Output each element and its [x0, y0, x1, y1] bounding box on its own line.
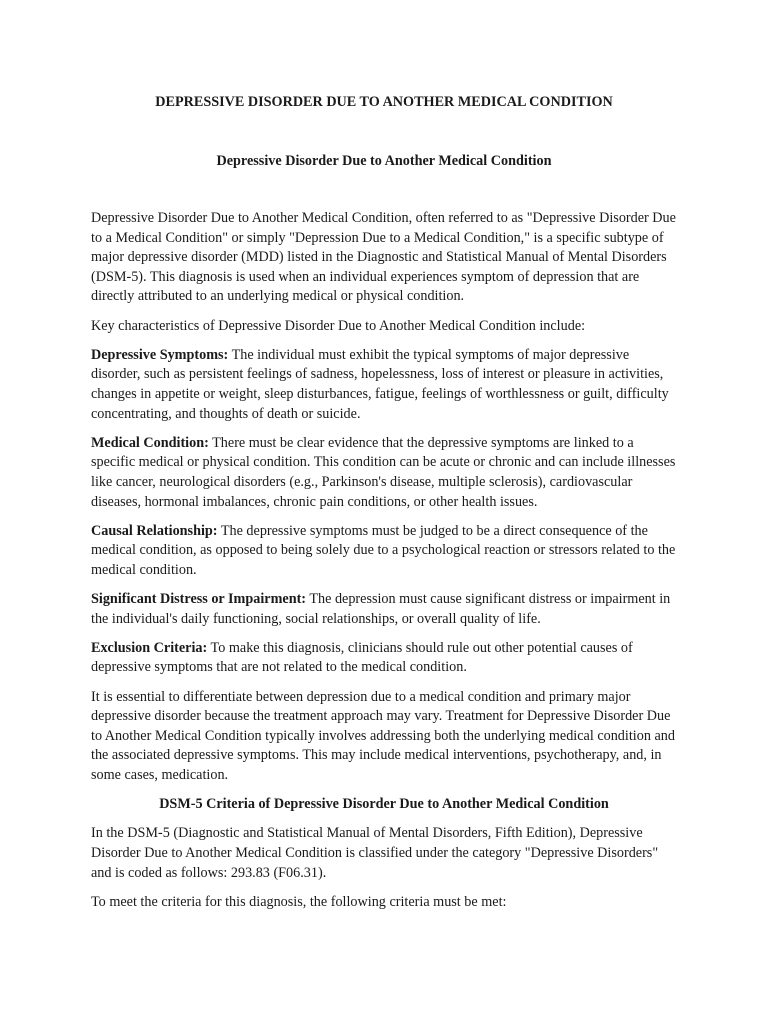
characteristics-lead: Key characteristics of Depressive Disorder Due to Another Medical Condition include:: [91, 317, 586, 334]
characteristic-item: [91, 590, 681, 629]
characteristic-item: [91, 346, 681, 424]
characteristic-term: Significant Distress or Impairment:: [91, 591, 307, 608]
differentiate-paragraph: It is essential to differentiate between depression due to a medical condition and primary major depressive disorder because the treatment approach may vary. Treatment for Depressive Disorder Due to Another Medical Condition typically involves addressing both the underlying medical condition and the associated depressive symptoms. This may include medical interventions, psychotherapy, and, in some cases, medication.: [91, 688, 675, 783]
characteristic-item: [91, 434, 681, 512]
criteria-lead-paragraph: To meet the criteria for this diagnosis, the following criteria must be met:: [91, 893, 507, 910]
criteria-intro-paragraph: In the DSM-5 (Diagnostic and Statistical Manual of Mental Disorders, Fifth Edition), Depressive Disorder Due to Another Medical Condition is classified under the category "Depressive Disorders" and is coded as follows: 293.83 (F06.31).: [91, 825, 659, 881]
characteristic-item: [91, 639, 681, 678]
characteristic-term: Causal Relationship:: [91, 522, 218, 539]
characteristic-text: The individual must exhibit the typical symptoms of major depressive disorder, such as persistent feelings of sadness, hopelessness, loss of interest or pleasure in activities, changes in appetite or weight, sleep disturbances, fatigue, feelings of worthlessness or guilt, difficulty concentrating, and thoughts of death or suicide.: [91, 346, 669, 422]
document-subtitle: Depressive Disorder Due to Another Medical Condition: [216, 153, 552, 169]
characteristic-text: To make this diagnosis, clinicians should rule out other potential causes of depressive symptoms that are not related to the medical condition.: [91, 639, 633, 676]
document-title: DEPRESSIVE DISORDER DUE TO ANOTHER MEDICAL CONDITION: [155, 94, 613, 110]
characteristic-text: The depression must cause significant distress or impairment in the individual's daily functioning, social relationships, or overall quality of life.: [91, 591, 671, 627]
document-body: [91, 209, 681, 922]
characteristic-text: The depressive symptoms must be judged to be a direct consequence of the medical condition, as opposed to being solely due to a psychological reaction or stressors related to the medical condition.: [91, 522, 676, 578]
characteristic-text: There must be clear evidence that the depressive symptoms are linked to a specific medical or physical condition. This condition can be acute or chronic and can include illnesses like cancer, neurological disorders (e.g., Parkinson's disease, multiple sclerosis), cardiovascular diseases, hormonal imbalances, chronic pain conditions, or other health issues.: [91, 434, 676, 510]
intro-paragraph: Depressive Disorder Due to Another Medical Condition, often referred to as "Depressive Disorder Due to a Medical Condition" or simply "Depression Due to a Medical Condition," is a specific subtype of major depressive disorder (MDD) listed in the Diagnostic and Statistical Manual of Mental Disorders (DSM-5). This diagnosis is used when an individual experiences symptom of depression that are directly attributed to an underlying medical or physical condition.: [91, 210, 676, 305]
criteria-heading: DSM-5 Criteria of Depressive Disorder Due to Another Medical Condition: [159, 796, 609, 813]
characteristic-term: Medical Condition:: [91, 434, 209, 451]
characteristic-item: [91, 522, 681, 581]
characteristic-term: Exclusion Criteria:: [91, 639, 208, 656]
characteristic-term: Depressive Symptoms:: [91, 346, 229, 363]
